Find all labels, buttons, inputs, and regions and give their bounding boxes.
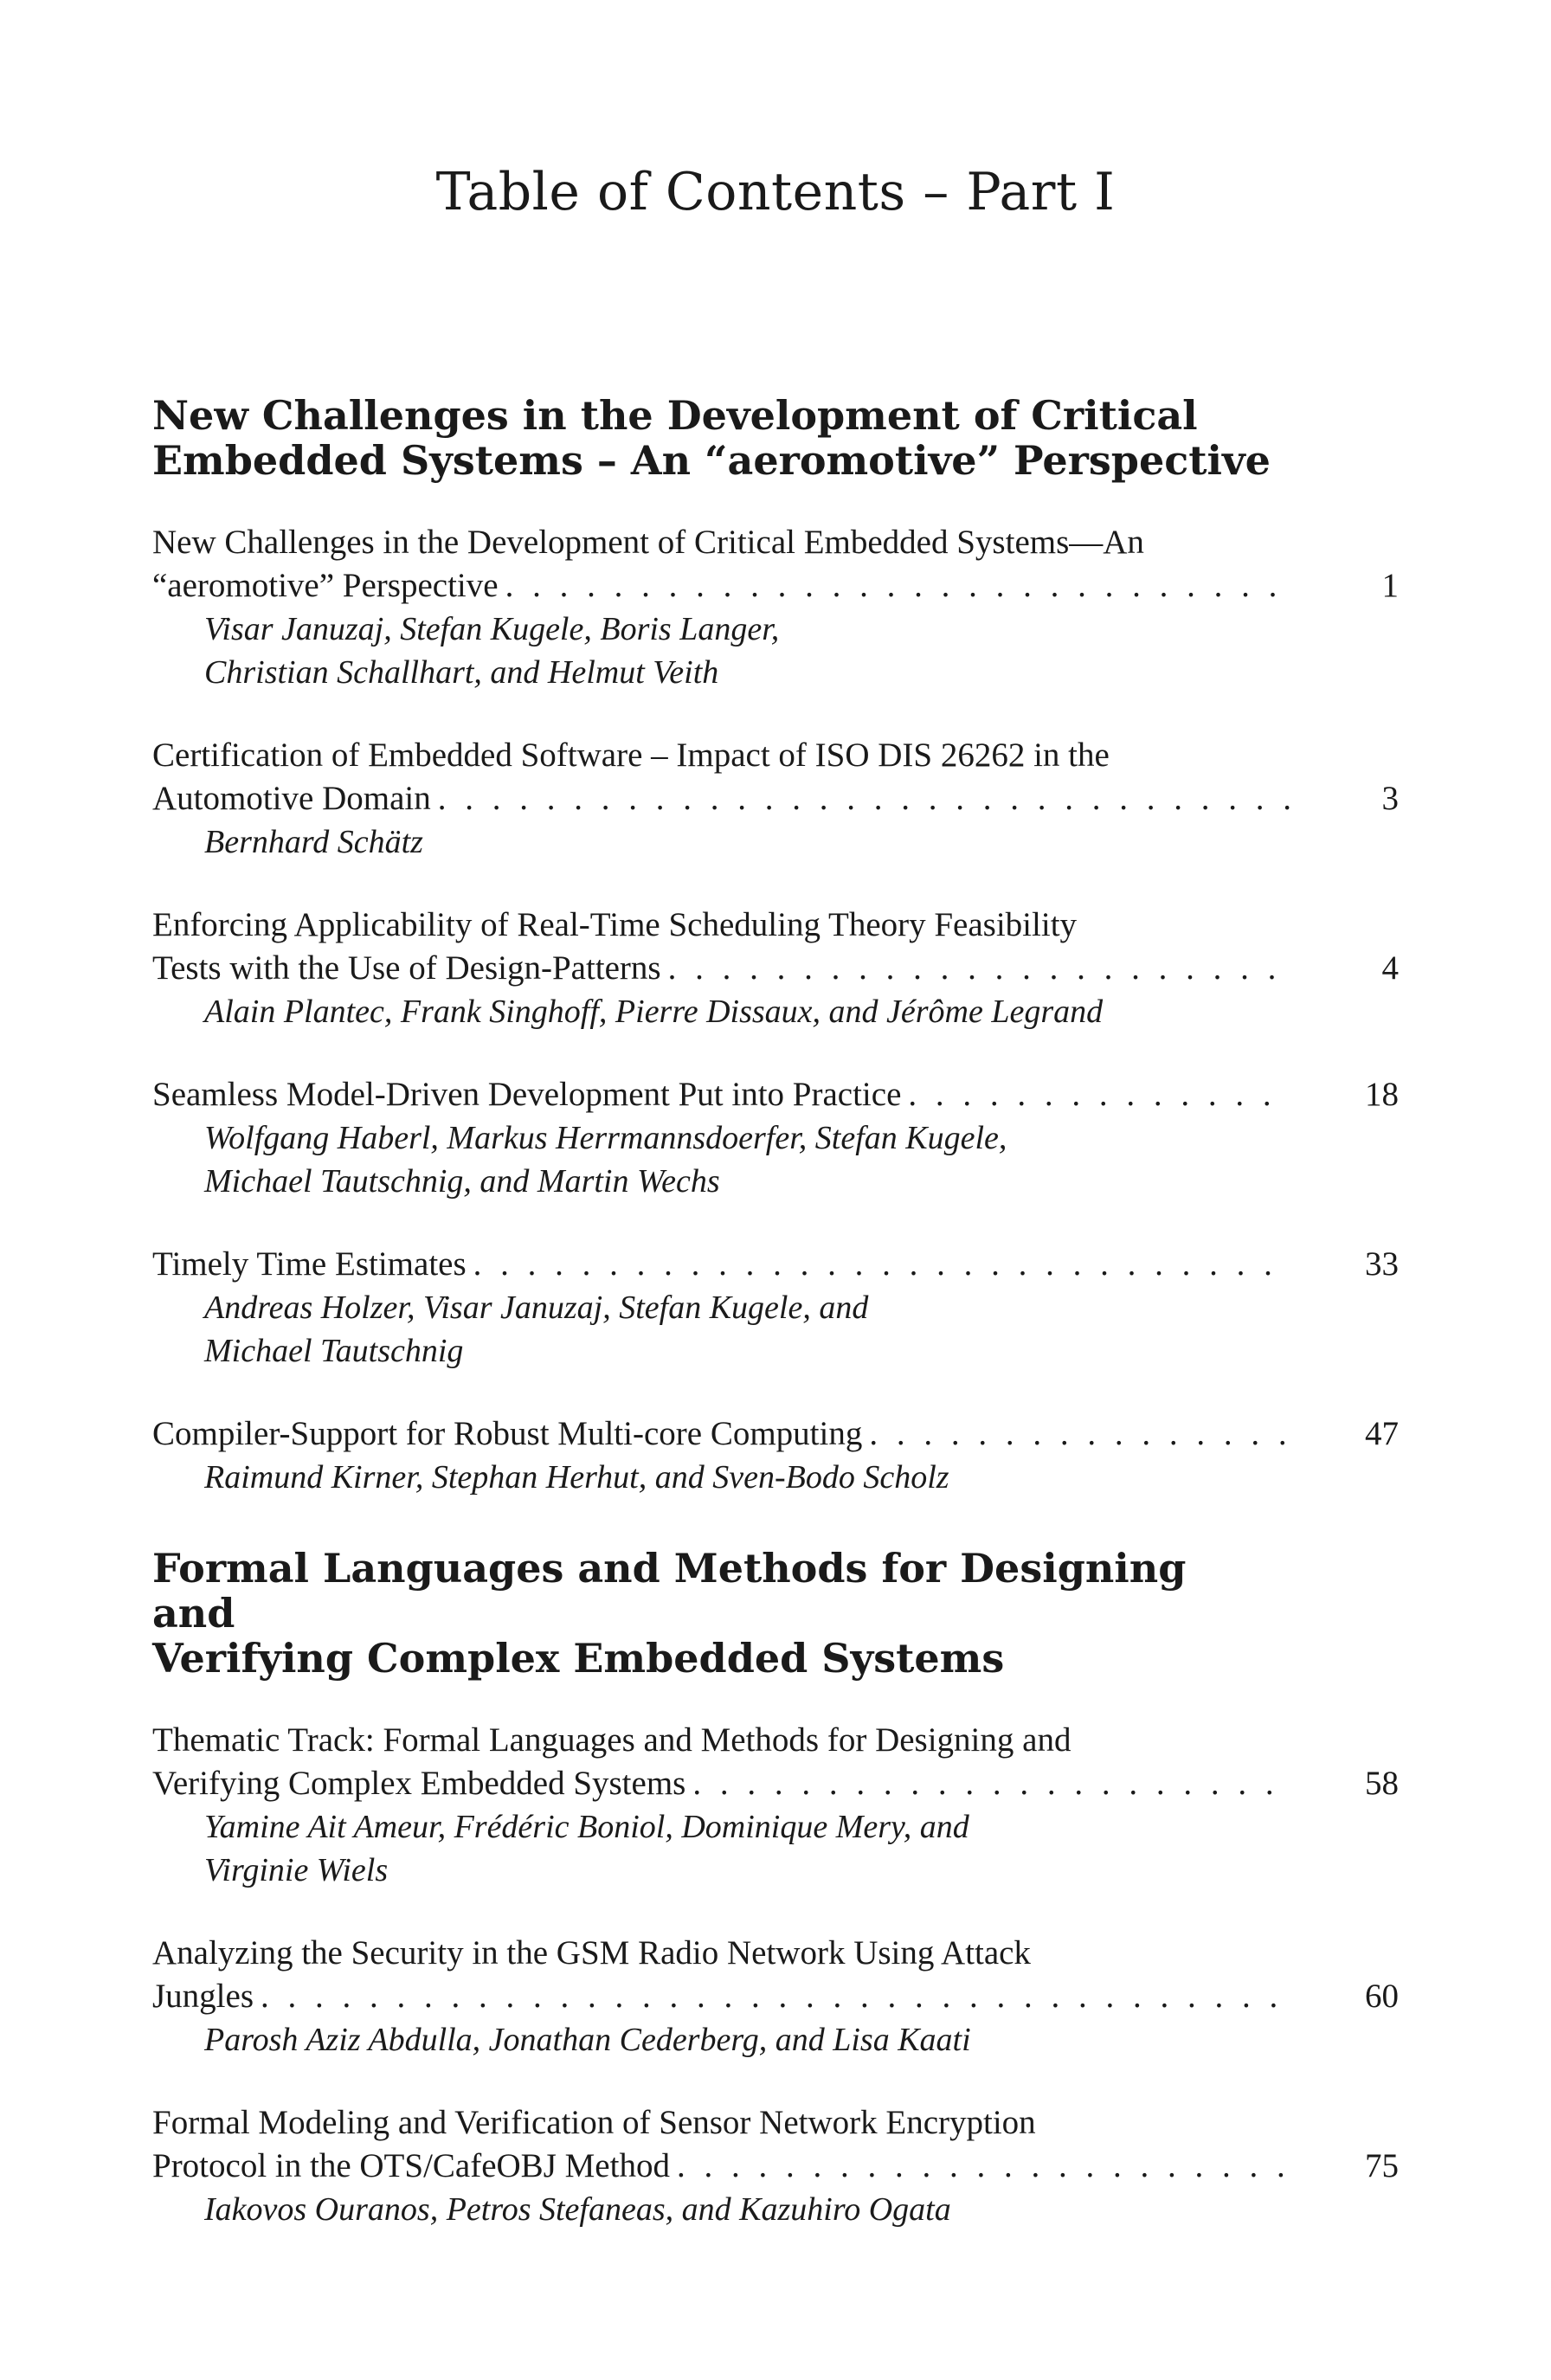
authors-line: Yamine Ait Ameur, Frédéric Boniol, Dominique Mery, and [204, 1809, 969, 1845]
section-title-line: Verifying Complex Embedded Systems [152, 1635, 1005, 1682]
entry-title[interactable] [152, 904, 1399, 990]
entry-title-line: Formal Modeling and Verification of Sensor Network Encryption [152, 2104, 1036, 2141]
entry-title-line: Seamless Model-Driven Development Put into Practice [152, 1076, 902, 1113]
entry-authors [152, 1805, 1243, 1892]
page-number[interactable]: 18 [1365, 1076, 1399, 1113]
page-number[interactable]: 4 [1381, 949, 1399, 987]
entry-title-line: Automotive Domain [152, 780, 431, 817]
toc-entry[interactable] [152, 2101, 1399, 2231]
entry-authors [152, 2018, 1243, 2062]
authors-line: Bernhard Schätz [204, 824, 423, 860]
toc-entry[interactable] [152, 1073, 1399, 1203]
entry-title-line: Thematic Track: Formal Languages and Methods for Designing and [152, 1721, 1072, 1759]
page-number[interactable]: 58 [1365, 1765, 1399, 1802]
leader-dots [692, 1762, 1290, 1805]
authors-line: Andreas Holzer, Visar Januzaj, Stefan Kugele, and [204, 1290, 869, 1326]
entry-title-lastline [152, 1073, 1399, 1116]
page-number[interactable]: 47 [1365, 1415, 1399, 1452]
authors-line: Michael Tautschnig, and Martin Wechs [204, 1163, 720, 1200]
authors-line: Iakovos Ouranos, Petros Stefaneas, and Kazuhiro Ogata [204, 2191, 951, 2228]
authors-line: Wolfgang Haberl, Markus Herrmannsdoerfer, Stefan Kugele, [204, 1120, 1007, 1156]
leader-dots [261, 1975, 1290, 2018]
toc-section [152, 1546, 1399, 2231]
entry-title-lastline [152, 2145, 1399, 2188]
section-title-line: Embedded Systems – An “aeromotive” Perspective [152, 437, 1271, 484]
leader-dots [473, 1243, 1290, 1286]
authors-line: Parosh Aziz Abdulla, Jonathan Cederberg, and Lisa Kaati [204, 2022, 971, 2058]
entry-title[interactable] [152, 1412, 1399, 1456]
entry-authors [152, 2188, 1243, 2231]
toc-content [152, 393, 1399, 2278]
entry-title-line: Compiler-Support for Robust Multi-core Computing [152, 1415, 863, 1452]
entry-title-line: New Challenges in the Development of Critical Embedded Systems—An [152, 524, 1144, 561]
entry-title-line: Enforcing Applicability of Real-Time Scheduling Theory Feasibility [152, 906, 1078, 943]
page-number[interactable]: 75 [1365, 2147, 1399, 2184]
section-title [152, 393, 1277, 483]
entry-title-line: Protocol in the OTS/CafeOBJ Method [152, 2147, 670, 2184]
section-title-line: Formal Languages and Methods for Designing and [152, 1545, 1187, 1637]
entry-title[interactable] [152, 734, 1399, 820]
section-title-line: New Challenges in the Development of Critical [152, 392, 1198, 439]
authors-line: Christian Schallhart, and Helmut Veith [204, 654, 719, 691]
entry-title[interactable] [152, 2101, 1399, 2188]
entry-authors [152, 1456, 1243, 1499]
toc-entry[interactable] [152, 521, 1399, 694]
entry-title-lastline [152, 777, 1399, 820]
entry-title[interactable] [152, 1073, 1399, 1116]
authors-line: Virginie Wiels [204, 1852, 389, 1888]
page-number[interactable]: 1 [1381, 567, 1399, 604]
page-number[interactable]: 33 [1365, 1245, 1399, 1283]
entry-title-line: Verifying Complex Embedded Systems [152, 1765, 686, 1802]
entry-title-line: Analyzing the Security in the GSM Radio Network Using Attack [152, 1934, 1031, 1972]
entry-authors [152, 1116, 1243, 1203]
toc-entry[interactable] [152, 1243, 1399, 1373]
entry-title-lastline [152, 1412, 1399, 1456]
authors-line: Michael Tautschnig [204, 1333, 464, 1369]
authors-line: Raimund Kirner, Stephan Herhut, and Sven-Bodo Scholz [204, 1459, 949, 1496]
entry-authors [152, 608, 1243, 694]
toc-entry[interactable] [152, 904, 1399, 1033]
leader-dots [869, 1412, 1290, 1456]
entry-authors [152, 990, 1243, 1033]
toc-entry[interactable] [152, 1412, 1399, 1499]
page-number[interactable]: 3 [1381, 780, 1399, 817]
toc-section [152, 393, 1399, 1499]
entry-title-lastline [152, 1762, 1399, 1805]
entry-title[interactable] [152, 1243, 1399, 1286]
page-title: Table of Contents – Part I [435, 162, 1116, 222]
leader-dots [505, 564, 1290, 608]
leader-dots [677, 2145, 1290, 2188]
entry-title-lastline [152, 1243, 1399, 1286]
entry-authors [152, 820, 1243, 864]
entry-title[interactable] [152, 1932, 1399, 2018]
entry-title-line: “aeromotive” Perspective [152, 567, 499, 604]
authors-line: Alain Plantec, Frank Singhoff, Pierre Dissaux, and Jérôme Legrand [204, 994, 1104, 1030]
leader-dots [668, 947, 1290, 990]
leader-dots [908, 1073, 1290, 1116]
leader-dots [438, 777, 1290, 820]
entry-title[interactable] [152, 1719, 1399, 1805]
authors-line: Visar Januzaj, Stefan Kugele, Boris Langer, [204, 611, 780, 647]
entry-title-lastline [152, 564, 1399, 608]
entry-authors [152, 1286, 1243, 1373]
entry-title-line: Certification of Embedded Software – Impact of ISO DIS 26262 in the [152, 737, 1110, 774]
entry-title-lastline [152, 947, 1399, 990]
page-number[interactable]: 60 [1365, 1978, 1399, 2015]
toc-entry[interactable] [152, 734, 1399, 864]
toc-entry[interactable] [152, 1932, 1399, 2062]
toc-entry[interactable] [152, 1719, 1399, 1892]
entry-title-line: Jungles [152, 1978, 254, 2015]
entry-title-line: Timely Time Estimates [152, 1245, 467, 1283]
entry-title-lastline [152, 1975, 1399, 2018]
entry-title[interactable] [152, 521, 1399, 608]
entry-title-line: Tests with the Use of Design-Patterns [152, 949, 661, 987]
section-title [152, 1546, 1277, 1681]
